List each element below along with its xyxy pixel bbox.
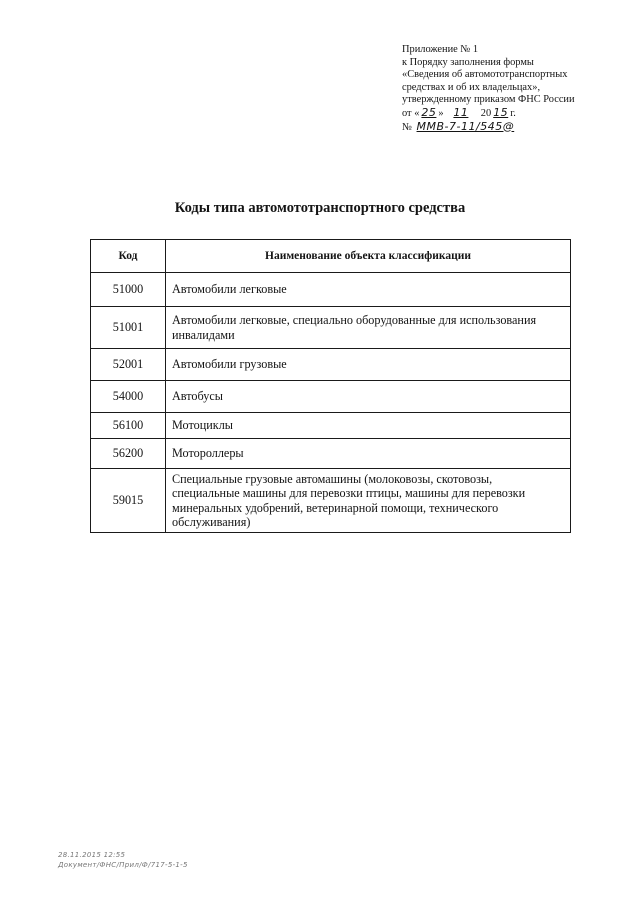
- appendix-number-line: [402, 121, 602, 135]
- row-name: Мотоциклы: [166, 413, 571, 439]
- page-title: Коды типа автомототранспортного средства: [174, 200, 466, 216]
- appendix-date-line: [402, 107, 602, 121]
- date-year-suffix: 15: [493, 105, 509, 119]
- table-row: [91, 349, 571, 381]
- row-code: 54000: [91, 381, 166, 413]
- appendix-title: Приложение № 1: [402, 44, 479, 55]
- codes-table: [90, 239, 571, 533]
- footer-stamp-path: Документ/ФНС/Прил/Ф/717-5-1-5: [58, 861, 188, 869]
- row-name: Специальные грузовые автомашины (молоковозы, скотовозы, специальные машины для перевозки птицы, машины для перевозки минеральных удобрений, ветеринарной помощи, технического обслуживания): [166, 469, 571, 533]
- date-prefix: от «: [402, 107, 420, 119]
- date-mid: »: [438, 107, 444, 119]
- table-row: [91, 273, 571, 307]
- table-row: [91, 469, 571, 533]
- date-month: 11: [453, 105, 469, 119]
- table-row: [91, 307, 571, 349]
- table-row: [91, 439, 571, 469]
- order-number: ММВ-7-11/545@: [416, 119, 515, 133]
- appendix-header: [402, 44, 602, 134]
- appendix-line-5: утвержденному приказом ФНС России: [402, 94, 575, 106]
- appendix-line-2: к Порядку заполнения формы: [402, 56, 534, 68]
- date-year-end: г.: [510, 107, 516, 119]
- date-day: 25: [421, 105, 437, 119]
- number-prefix: №: [402, 121, 412, 133]
- header-code: Код: [91, 240, 166, 273]
- row-code: 56100: [91, 413, 166, 439]
- row-name: Автомобили легковые: [166, 273, 571, 307]
- row-code: 51000: [91, 273, 166, 307]
- row-name: Автобусы: [166, 381, 571, 413]
- header-name: Наименование объекта классификации: [166, 240, 571, 273]
- row-name: Автомобили легковые, специально оборудованные для использования инвалидами: [166, 307, 571, 349]
- row-name: Автомобили грузовые: [166, 349, 571, 381]
- row-code: 51001: [91, 307, 166, 349]
- appendix-line-4: средствах и об их владельцах»,: [402, 81, 541, 93]
- table-header-row: [91, 240, 571, 273]
- date-year-prefix: 20: [480, 107, 492, 119]
- row-code: 56200: [91, 439, 166, 469]
- appendix-line-3: «Сведения об автомототранспортных: [402, 69, 568, 81]
- table-row: [91, 381, 571, 413]
- row-code: 59015: [91, 469, 166, 533]
- table-row: [91, 413, 571, 439]
- row-code: 52001: [91, 349, 166, 381]
- row-name: Мотороллеры: [166, 439, 571, 469]
- footer-stamp-datetime: 28.11.2015 12:55: [58, 851, 126, 859]
